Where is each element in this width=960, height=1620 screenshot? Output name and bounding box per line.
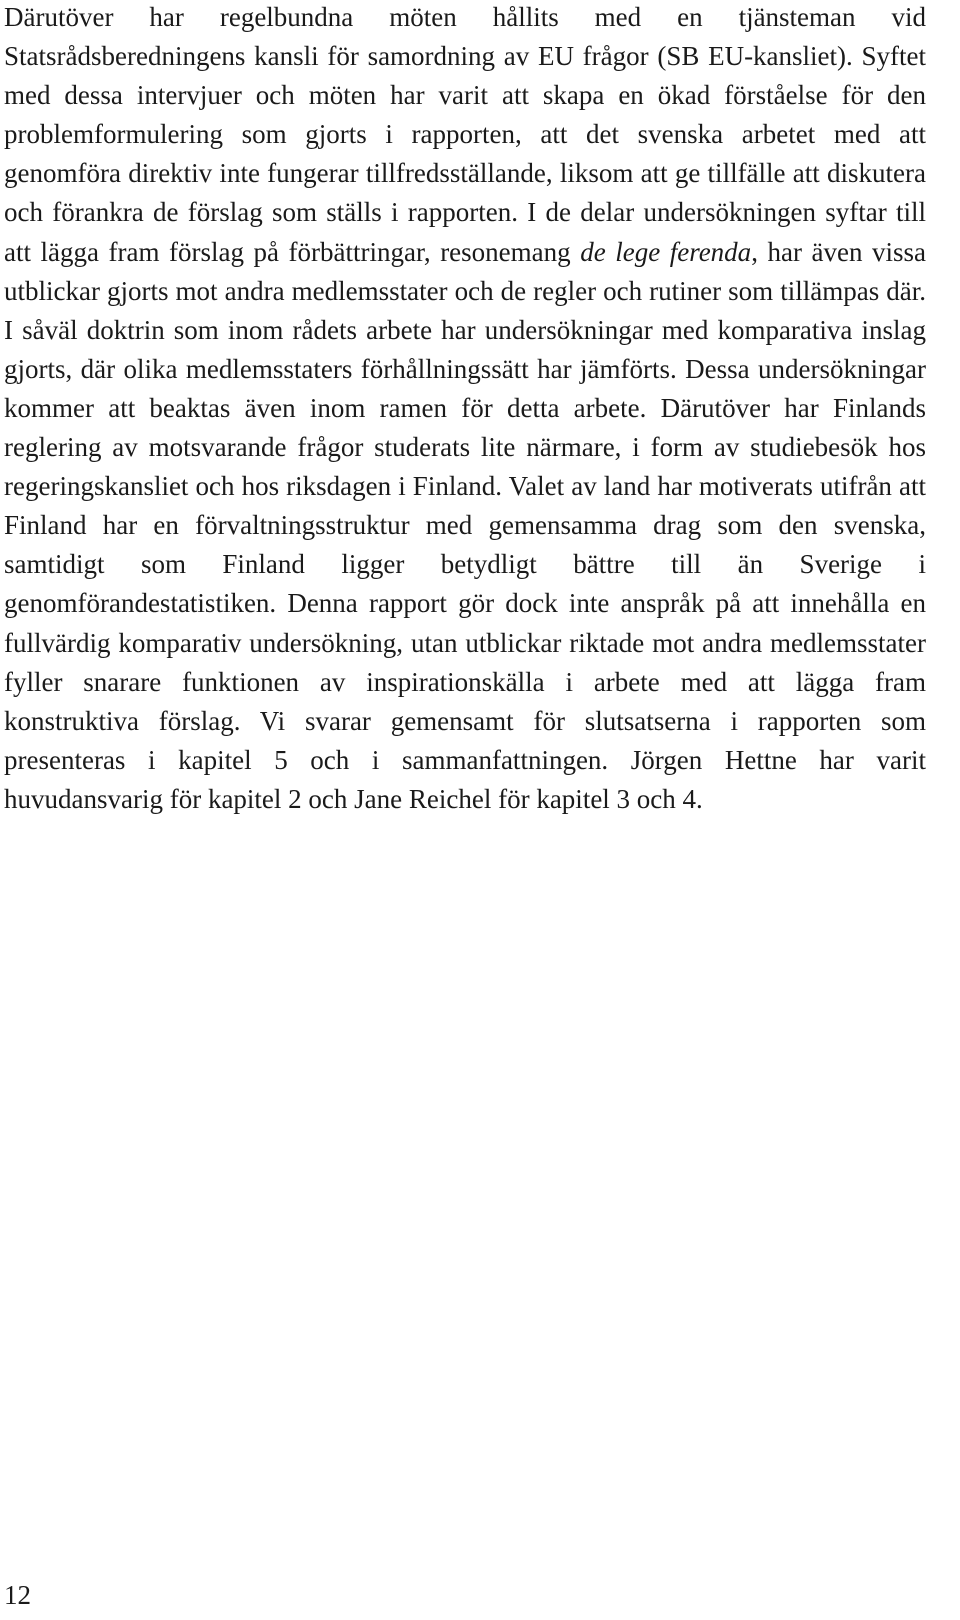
body-paragraph — [4, 0, 926, 819]
paragraph-text-part-1: Därutöver har regelbundna möten hållits med en tjänsteman vid Statsrådsberedningens kansli för samordning av EU frågor (SB EU-kansliet). Syftet med dessa intervjuer och möten har varit att skapa en ökad förståelse för den problemformulering som gjorts i rapporten, att det svenska arbetet med att genomföra direktiv inte fungerar tillfredsställande, liksom att ge tillfälle att diskutera och förankra de förslag som ställs i rapporten. I de delar undersökningen syftar till att lägga fram förslag på förbättringar, resonemang — [4, 2, 926, 267]
page-number: 12 — [4, 1580, 31, 1610]
paragraph-italic-term: de lege ferenda — [580, 236, 752, 267]
paragraph-text-part-2: , har även vissa utblickar gjorts mot andra medlemsstater och de regler och rutiner som tillämpas där. I såväl doktrin som inom rådets arbete har undersökningar med komparativa inslag gjorts, där olika medlemsstaters förhållningssätt har jämförts. Dessa undersökningar kommer att beaktas även inom ramen för detta arbete. Därutöver har Finlands reglering av motsvarande frågor studerats lite närmare, i form av studiebesök hos regeringskansliet och hos riksdagen i Finland. Valet av land har motiverats utifrån att Finland har en förvaltningsstruktur med gemensamma drag som den svenska, samtidigt som Finland ligger betydligt bättre till än Sverige i genomförandestatistiken. Denna rapport gör dock inte anspråk på att innehålla en fullvärdig komparativ undersökning, utan utblickar riktade mot andra medlemsstater fyller snarare funktionen av inspirationskälla i arbete med att lägga fram konstruktiva förslag. Vi svarar gemensamt för slutsatserna i rapporten som presenteras i kapitel 5 och i sammanfattningen. Jörgen Hettne har varit huvudansvarig för kapitel 2 och Jane Reichel för kapitel 3 och 4. — [4, 236, 926, 814]
